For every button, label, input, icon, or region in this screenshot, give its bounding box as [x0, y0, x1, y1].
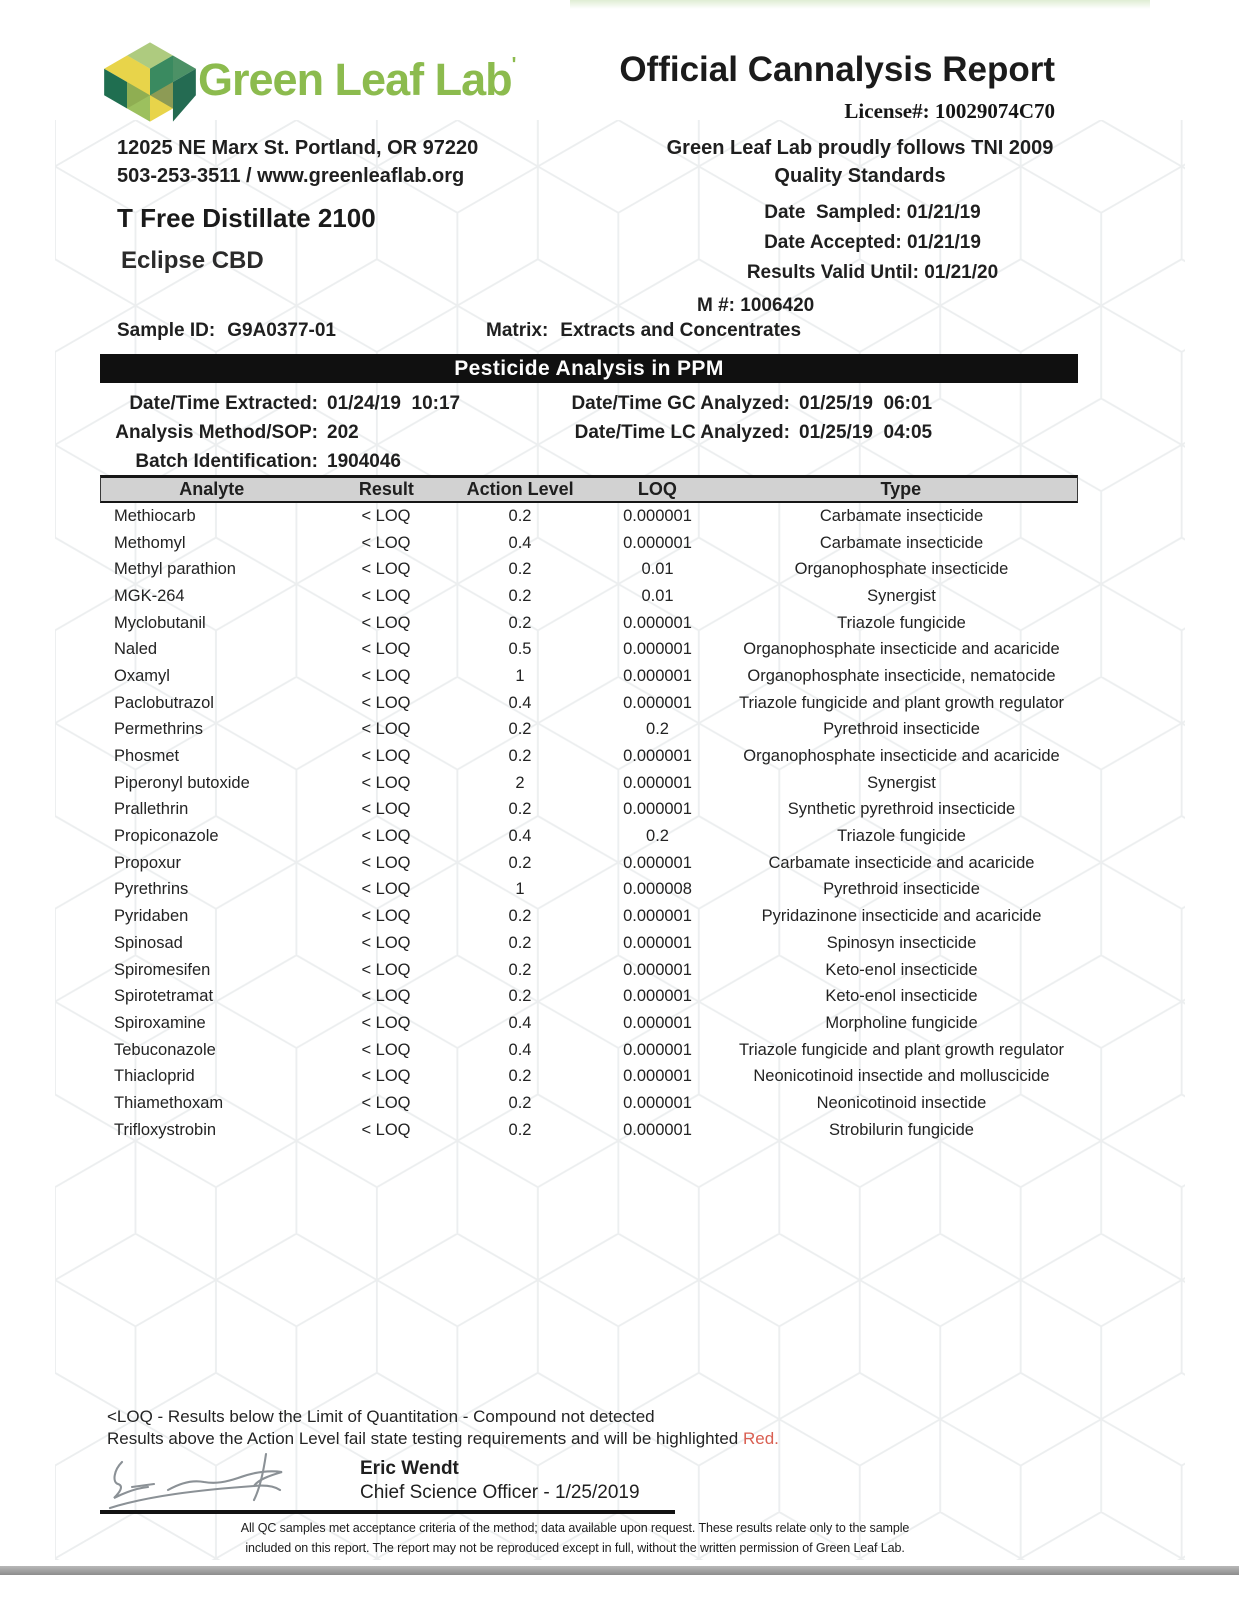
table-row [100, 1090, 1078, 1117]
batch-row [100, 447, 460, 476]
result-cell: < LOQ [361, 693, 411, 712]
loq-cell: 0.000001 [623, 853, 692, 872]
action-level-cell: 0.2 [508, 747, 532, 766]
results-valid-row [700, 258, 1045, 288]
lc-analyzed-value: 01/25/19 04:05 [799, 422, 933, 443]
matrix-value: Extracts and Concentrates [560, 320, 802, 341]
column-header-loq: LOQ [637, 479, 677, 499]
sample-dates [700, 198, 1045, 288]
loq-cell: 0.000001 [623, 506, 692, 525]
result-cell: < LOQ [361, 666, 411, 685]
license-number: License#: 10029074C70 [844, 99, 1055, 123]
type-cell: Triazole fungicide and plant growth regulator [739, 693, 1064, 712]
red-highlight-word: Red. [743, 1429, 779, 1448]
client-name: Eclipse CBD [121, 247, 264, 274]
loq-cell: 0.000001 [623, 773, 692, 792]
action-level-cell: 0.4 [508, 827, 532, 846]
qc-disclaimer [100, 1518, 1050, 1558]
lab-phone-website: 503-253-3511 / www.greenleaflab.org [117, 165, 465, 187]
extracted-value: 01/24/19 10:17 [327, 393, 461, 414]
type-cell: Pyrethroid insecticide [823, 720, 980, 739]
table-row [100, 503, 1078, 530]
table-row [100, 877, 1078, 904]
pesticide-table [100, 475, 1078, 1144]
action-level-cell: 0.5 [508, 640, 532, 659]
analyte-cell: Methomyl [114, 533, 186, 552]
type-cell: Triazole fungicide [837, 827, 966, 846]
action-level-cell: 1 [515, 666, 525, 685]
analyte-cell: Tebuconazole [114, 1040, 216, 1059]
loq-cell: 0.2 [646, 827, 669, 846]
batch-value: 1904046 [327, 451, 401, 472]
result-cell: < LOQ [361, 933, 411, 952]
analysis-info-right [558, 389, 932, 447]
loq-cell: 0.01 [641, 560, 674, 579]
type-cell: Organophosphate insecticide, nematocide [747, 666, 1056, 685]
analyte-cell: Spiroxamine [114, 1013, 206, 1032]
loq-cell: 0.000001 [623, 666, 692, 685]
table-row [100, 717, 1078, 744]
table-row [100, 930, 1078, 957]
m-number-value: 1006420 [740, 295, 815, 316]
analyte-cell: MGK-264 [114, 586, 185, 605]
loq-cell: 0.2 [646, 720, 669, 739]
loq-cell: 0.000001 [623, 640, 692, 659]
result-cell: < LOQ [361, 640, 411, 659]
gc-analyzed-label: Date/Time GC Analyzed: [571, 393, 790, 414]
result-cell: < LOQ [361, 1093, 411, 1112]
analysis-info-left [100, 389, 460, 476]
analyte-cell: Thiamethoxam [114, 1093, 224, 1112]
lab-address: 12025 NE Marx St. Portland, OR 97220 [117, 137, 479, 159]
result-cell: < LOQ [361, 960, 411, 979]
result-cell: < LOQ [361, 1040, 411, 1059]
loq-cell: 0.000001 [623, 613, 692, 632]
disclaimer-line1: All QC samples met acceptance criteria of the method; data available upon request. These results relate only to the sample [240, 1521, 910, 1535]
analyte-cell: Phosmet [114, 747, 180, 766]
action-level-cell: 0.2 [508, 613, 532, 632]
result-cell: < LOQ [361, 560, 411, 579]
analyte-cell: Permethrins [114, 720, 203, 739]
column-header-action-level: Action Level [466, 479, 574, 499]
date-sampled-label: Date Sampled: [764, 202, 902, 223]
lc-analyzed-row [558, 418, 932, 447]
action-level-cell: 0.2 [508, 907, 532, 926]
table-row [100, 690, 1078, 717]
date-sampled-value: 01/21/19 [906, 202, 981, 223]
result-cell: < LOQ [361, 773, 411, 792]
result-cell: < LOQ [361, 613, 411, 632]
date-accepted-row [700, 228, 1045, 258]
loq-cell: 0.000001 [623, 1040, 692, 1059]
loq-cell: 0.000001 [623, 747, 692, 766]
table-row [100, 1063, 1078, 1090]
table-header-row [100, 475, 1078, 503]
action-level-cell: 0.2 [508, 933, 532, 952]
loq-cell: 0.01 [641, 586, 674, 605]
type-cell: Organophosphate insecticide [794, 560, 1009, 579]
table-row [100, 663, 1078, 690]
type-cell: Morpholine fungicide [825, 1013, 978, 1032]
type-cell: Synthetic pyrethroid insecticide [787, 800, 1016, 819]
analyte-cell: Propiconazole [114, 827, 219, 846]
type-cell: Organophosphate insecticide and acaricide [743, 640, 1060, 659]
analyte-cell: Prallethrin [114, 800, 189, 819]
analyte-cell: Methiocarb [114, 506, 196, 525]
table-row [100, 610, 1078, 637]
analyte-cell: Paclobutrazol [114, 693, 214, 712]
type-cell: Carbamate insecticide [819, 506, 984, 525]
greenleaf-logo-icon [102, 40, 198, 124]
table-row [100, 1037, 1078, 1064]
result-cell: < LOQ [361, 853, 411, 872]
loq-cell: 0.000001 [623, 987, 692, 1006]
column-header-result: Result [358, 479, 414, 499]
result-cell: < LOQ [361, 1013, 411, 1032]
brand-trademark: ' [511, 54, 516, 76]
table-row [100, 583, 1078, 610]
type-cell: Triazole fungicide [837, 613, 966, 632]
method-row [100, 418, 460, 447]
result-cell: < LOQ [361, 1120, 411, 1139]
tni-line1: Green Leaf Lab proudly follows TNI 2009 [666, 137, 1054, 159]
loq-footnote: <LOQ - Results below the Limit of Quantitation - Compound not detected [107, 1407, 655, 1426]
action-level-cell: 0.2 [508, 560, 532, 579]
signature-mark [108, 1448, 323, 1512]
brand-name: Green Leaf Lab' [198, 54, 516, 105]
result-cell: < LOQ [361, 880, 411, 899]
lc-analyzed-label: Date/Time LC Analyzed: [574, 422, 790, 443]
table-row [100, 770, 1078, 797]
analyte-cell: Thiacloprid [114, 1067, 195, 1086]
analyte-cell: Spirotetramat [114, 987, 214, 1006]
analyte-cell: Oxamyl [114, 666, 170, 685]
result-cell: < LOQ [361, 1067, 411, 1086]
action-level-cell: 0.2 [508, 1120, 532, 1139]
type-cell: Neonicotinoid insectide [816, 1093, 987, 1112]
action-level-cell: 0.2 [508, 586, 532, 605]
table-row [100, 556, 1078, 583]
signer-name: Eric Wendt [360, 1458, 459, 1479]
method-label: Analysis Method/SOP: [115, 422, 318, 443]
analyte-cell: Naled [114, 640, 158, 659]
loq-cell: 0.000001 [623, 533, 692, 552]
table-row [100, 903, 1078, 930]
table-row [100, 1010, 1078, 1037]
scan-artifact-top [570, 0, 1150, 9]
extracted-label: Date/Time Extracted: [129, 393, 318, 414]
results-valid-value: 01/21/20 [924, 262, 999, 283]
table-row [100, 530, 1078, 557]
analyte-cell: Pyrethrins [114, 880, 189, 899]
table-row [100, 743, 1078, 770]
matrix-label: Matrix: [486, 320, 549, 341]
result-cell: < LOQ [361, 987, 411, 1006]
sample-id-label: Sample ID: [117, 320, 216, 341]
date-accepted-value: 01/21/19 [906, 232, 981, 253]
action-level-cell: 0.4 [508, 1013, 532, 1032]
result-cell: < LOQ [361, 533, 411, 552]
table-row [100, 823, 1078, 850]
action-level-cell: 0.2 [508, 800, 532, 819]
page-edge-shadow [0, 1566, 1239, 1575]
result-cell: < LOQ [361, 907, 411, 926]
type-cell: Neonicotinoid insectide and molluscicide [753, 1067, 1050, 1086]
type-cell: Synergist [867, 586, 936, 605]
footer-divider [100, 1510, 675, 1514]
loq-cell: 0.000001 [623, 1093, 692, 1112]
action-level-cell: 0.2 [508, 1093, 532, 1112]
result-cell: < LOQ [361, 506, 411, 525]
results-valid-label: Results Valid Until: [746, 262, 919, 283]
analyte-cell: Myclobutanil [114, 613, 206, 632]
type-cell: Triazole fungicide and plant growth regulator [739, 1040, 1064, 1059]
sample-id-value: G9A0377-01 [227, 320, 336, 341]
type-cell: Spinosyn insecticide [826, 933, 977, 952]
analyte-cell: Trifloxystrobin [114, 1120, 217, 1139]
batch-label: Batch Identification: [135, 451, 318, 472]
report-title: Official Cannalysis Report [619, 50, 1055, 89]
result-cell: < LOQ [361, 720, 411, 739]
gc-analyzed-value: 01/25/19 06:01 [799, 393, 933, 414]
sample-id-matrix-row [117, 320, 801, 342]
loq-cell: 0.000001 [623, 693, 692, 712]
date-accepted-label: Date Accepted: [764, 232, 902, 253]
table-row [100, 1117, 1078, 1144]
action-level-cell: 0.2 [508, 720, 532, 739]
type-cell: Carbamate insecticide and acaricide [768, 853, 1035, 872]
product-name: T Free Distillate 2100 [117, 203, 376, 233]
loq-cell: 0.000001 [623, 907, 692, 926]
type-cell: Strobilurin fungicide [829, 1120, 974, 1139]
type-cell: Pyridazinone insecticide and acaricide [761, 907, 1042, 926]
tni-statement [655, 134, 1065, 190]
loq-cell: 0.000001 [623, 1067, 692, 1086]
result-cell: < LOQ [361, 747, 411, 766]
table-row [100, 636, 1078, 663]
table-row [100, 957, 1078, 984]
type-cell: Pyrethroid insecticide [823, 880, 980, 899]
signer-title: Chief Science Officer - 1/25/2019 [360, 1482, 640, 1503]
table-row [100, 797, 1078, 824]
action-level-cell: 0.4 [508, 693, 532, 712]
column-header-analyte: Analyte [179, 479, 245, 499]
analyte-cell: Spinosad [114, 933, 183, 952]
gc-analyzed-row [558, 389, 932, 418]
action-level-cell: 0.2 [508, 960, 532, 979]
analyte-cell: Piperonyl butoxide [114, 773, 250, 792]
section-banner: Pesticide Analysis in PPM [100, 354, 1078, 383]
loq-cell: 0.000001 [623, 960, 692, 979]
type-cell: Carbamate insecticide [819, 533, 984, 552]
loq-cell: 0.000008 [623, 880, 692, 899]
action-level-cell: 0.2 [508, 1067, 532, 1086]
action-level-footnote: Results above the Action Level fail state testing requirements and will be highlighted Red. [107, 1429, 779, 1448]
type-cell: Keto-enol insecticide [825, 960, 978, 979]
result-cell: < LOQ [361, 800, 411, 819]
analyte-cell: Methyl parathion [114, 560, 236, 579]
loq-cell: 0.000001 [623, 933, 692, 952]
analyte-cell: Spiromesifen [114, 960, 211, 979]
action-level-cell: 0.4 [508, 533, 532, 552]
analyte-table-rows [100, 503, 1078, 1144]
action-level-cell: 0.4 [508, 1040, 532, 1059]
method-value: 202 [327, 422, 359, 443]
date-sampled-row [700, 198, 1045, 228]
extracted-row [100, 389, 460, 418]
action-level-cell: 0.2 [508, 987, 532, 1006]
action-level-cell: 0.2 [508, 506, 532, 525]
analyte-cell: Pyridaben [114, 907, 189, 926]
result-cell: < LOQ [361, 586, 411, 605]
table-row [100, 983, 1078, 1010]
column-header-type: Type [880, 479, 922, 499]
action-level-cell: 0.2 [508, 853, 532, 872]
type-cell: Organophosphate insecticide and acaricide [743, 747, 1060, 766]
analyte-cell: Propoxur [114, 853, 181, 872]
tni-line2: Quality Standards [774, 165, 946, 187]
action-level-cell: 2 [515, 773, 525, 792]
loq-cell: 0.000001 [623, 1120, 692, 1139]
result-cell: < LOQ [361, 827, 411, 846]
loq-cell: 0.000001 [623, 800, 692, 819]
m-number: M #: 1006420 [697, 295, 815, 316]
type-cell: Keto-enol insecticide [825, 987, 978, 1006]
action-level-cell: 1 [515, 880, 525, 899]
table-row [100, 850, 1078, 877]
type-cell: Synergist [867, 773, 936, 792]
loq-cell: 0.000001 [623, 1013, 692, 1032]
disclaimer-line2: included on this report. The report may not be reproduced except in full, without the written permission of Green Leaf Lab. [245, 1541, 905, 1555]
